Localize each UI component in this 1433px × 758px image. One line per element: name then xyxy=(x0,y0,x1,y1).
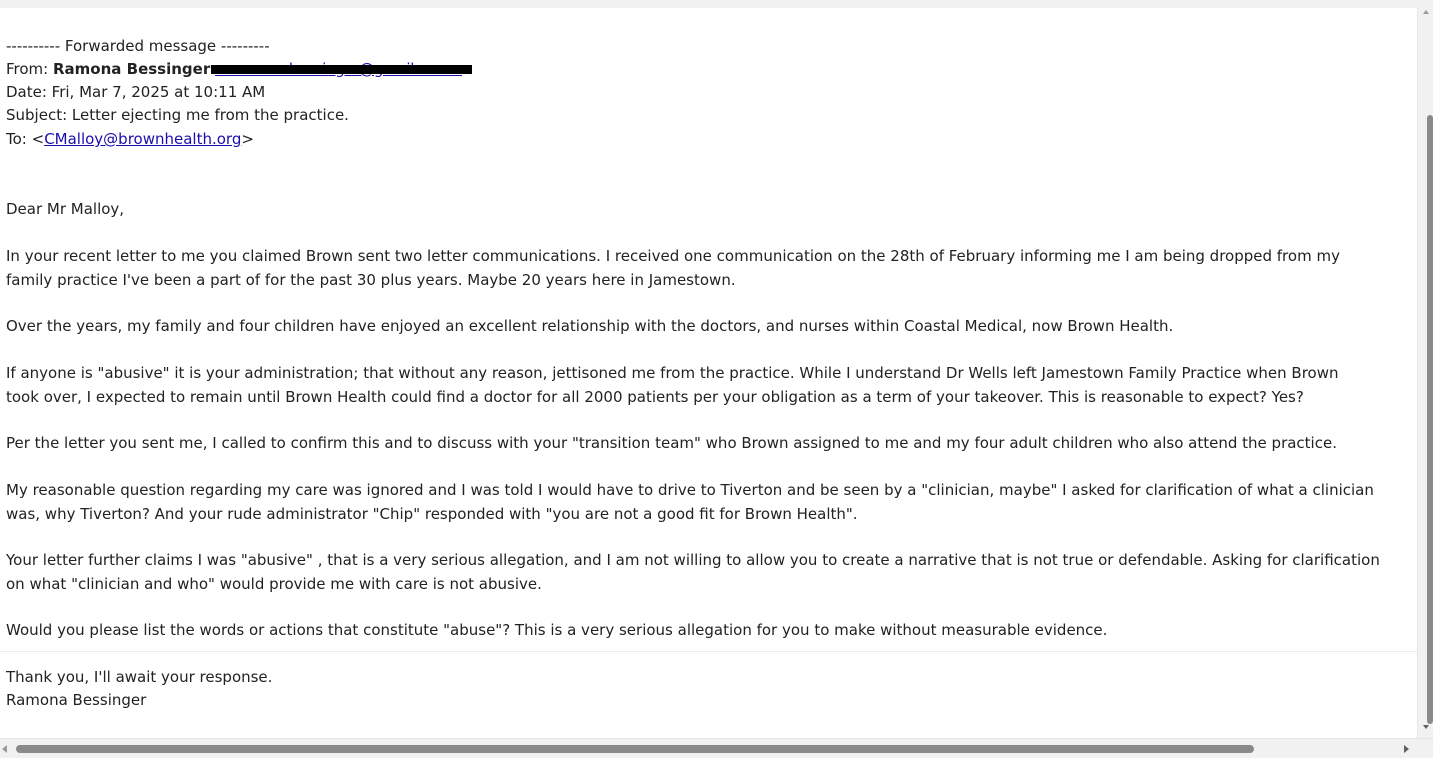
paragraph-request: Would you please list the words or actions that constitute "abuse"? This is a very serious allegation for you to make without measurable evidence. xyxy=(6,621,1108,639)
paragraph-letters: In your recent letter to me you claimed Brown sent two letter communications. I received one communication on the 28th of February informing me I am being dropped from my family practice I've been a part of for the past 30 plus years. Maybe 20 years here in Jamestown. xyxy=(6,247,1340,289)
to-label: To: < xyxy=(6,130,45,148)
subject-line: Subject: Letter ejecting me from the practice. xyxy=(6,106,349,124)
scroll-up-arrow-icon[interactable] xyxy=(1423,10,1429,14)
paragraph-abusive-administration: If anyone is "abusive" it is your administration; that without any reason, jettisoned me from the practice. While I understand Dr Wells left Jamestown Family Practice when Brown took over, I expected to remain until Brown Health could find a doctor for all 2000 patients per your obligation as a term of your takeover. This is reasonable to expect? Yes? xyxy=(6,364,1339,406)
forwarded-message-line: ---------- Forwarded message --------- xyxy=(6,37,270,55)
date-line: Date: Fri, Mar 7, 2025 at 10:11 AM xyxy=(6,83,266,101)
paragraph-care-question: My reasonable question regarding my care was ignored and I was told I would have to drive to Tiverton and be seen by a "clinician, maybe" I asked for clarification of what a clinician was, why Tiverton? And your rude administrator "Chip" responded with "you are not a good fit for Brown Health". xyxy=(6,481,1374,523)
scroll-right-arrow-icon[interactable] xyxy=(1404,745,1409,753)
from-line xyxy=(6,58,462,82)
scroll-down-arrow-icon[interactable] xyxy=(1423,725,1429,729)
sender-email-redacted xyxy=(215,58,462,82)
signature: Ramona Bessinger xyxy=(6,691,147,709)
horizontal-scroll-thumb[interactable] xyxy=(16,745,1254,753)
email-message-view xyxy=(0,8,1417,738)
recipient-email-link[interactable]: CMalloy@brownhealth.org xyxy=(44,130,242,148)
horizontal-scrollbar[interactable] xyxy=(0,738,1433,758)
closing-line: Thank you, I'll await your response. xyxy=(6,668,273,686)
to-line xyxy=(6,128,254,152)
to-close-bracket: > xyxy=(241,130,254,148)
paragraph-transition-team: Per the letter you sent me, I called to confirm this and to discuss with your "transition team" who Brown assigned to me and my four adult children who also attend the practice. xyxy=(6,434,1337,452)
content-divider xyxy=(0,651,1417,652)
vertical-scrollbar[interactable] xyxy=(1417,8,1433,738)
paragraph-allegation: Your letter further claims I was "abusive" , that is a very serious allegation, and I am not willing to allow you to create a narrative that is not true or defendable. Asking for clarification on what "clinician and who" would provide me with care is not abusive. xyxy=(6,551,1380,593)
redaction-bar xyxy=(211,65,472,74)
vertical-scroll-thumb[interactable] xyxy=(1427,115,1433,724)
greeting: Dear Mr Malloy, xyxy=(6,200,125,218)
from-label: From: xyxy=(6,60,53,78)
paragraph-relationship: Over the years, my family and four children have enjoyed an excellent relationship with the doctors, and nurses within Coastal Medical, now Brown Health. xyxy=(6,317,1174,335)
scroll-left-arrow-icon[interactable] xyxy=(2,745,7,753)
sender-name: Ramona Bessinger xyxy=(53,60,211,78)
